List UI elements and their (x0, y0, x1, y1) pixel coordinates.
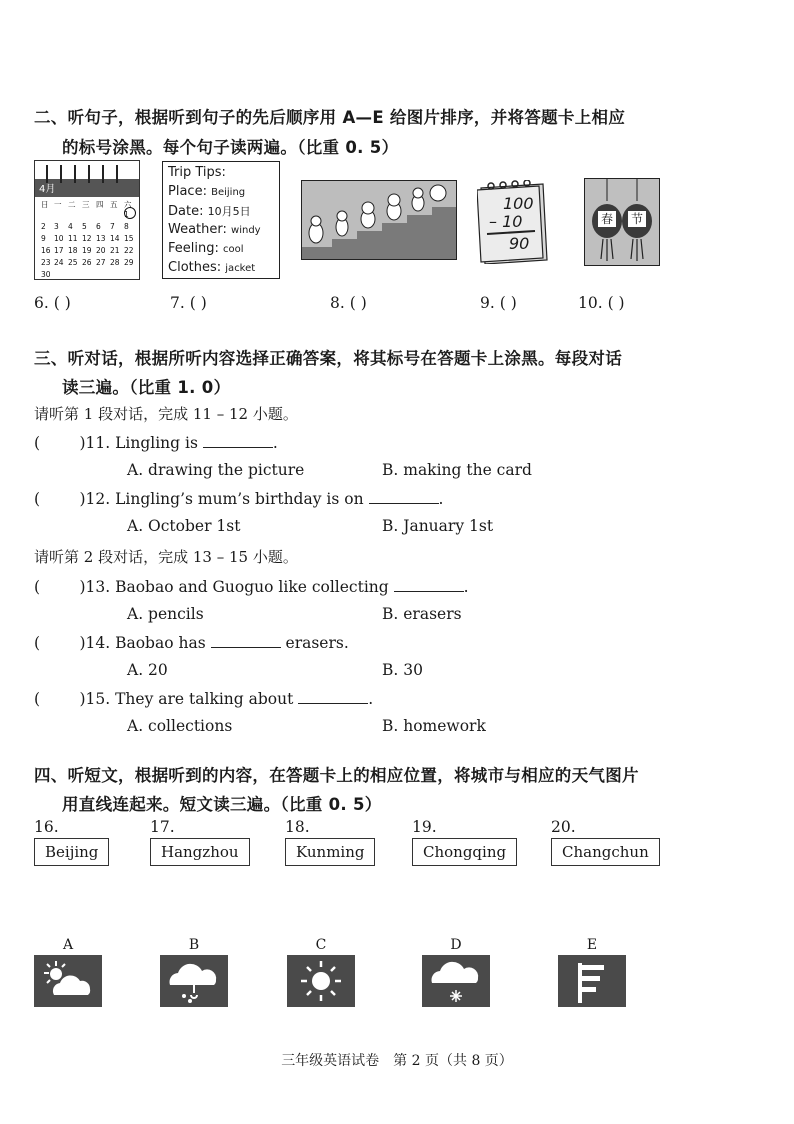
calendar-day: 21 (110, 246, 120, 255)
calendar-day: 1 (124, 210, 129, 219)
wind-icon (558, 955, 626, 1007)
calendar-day: 24 (54, 258, 64, 267)
city-kunming[interactable]: Kunming (285, 838, 375, 866)
city-num-20: 20. (551, 818, 576, 836)
answer-slot-9[interactable]: 9. ( ) (480, 294, 517, 312)
answer-paren-15[interactable]: ( ) (34, 690, 86, 708)
trip-place: Place: Beijing (168, 184, 246, 199)
lantern-left-char: 春 (598, 211, 616, 227)
option-14a[interactable]: A. 20 (127, 661, 168, 679)
calendar-weekday: 六 (124, 200, 132, 209)
math-top-number: 100 (503, 194, 534, 213)
calendar-day: 10 (54, 234, 64, 243)
answer-slot-6[interactable]: 6. ( ) (34, 294, 71, 312)
calendar-day: 29 (124, 258, 134, 267)
calendar-picture (34, 160, 140, 280)
question-15: ( )15. They are talking about . (34, 690, 374, 708)
question-13: ( )13. Baobao and Guoguo like collecting . (34, 578, 469, 596)
calendar-day: 9 (41, 234, 46, 243)
calendar-day: 26 (82, 258, 92, 267)
sunny-icon (287, 955, 355, 1007)
trip-date: Date: 10月5日 (168, 204, 251, 219)
blank-11 (203, 433, 273, 448)
calendar-icon (35, 161, 139, 279)
calendar-day: 3 (54, 222, 59, 231)
calendar-day: 8 (124, 222, 129, 231)
answer-slot-10[interactable]: 10. ( ) (578, 294, 625, 312)
question-12: ( )12. Lingling’s mum’s birthday is on . (34, 490, 444, 508)
city-beijing[interactable]: Beijing (34, 838, 109, 866)
animals-stairs-picture (301, 180, 457, 260)
answer-paren-12[interactable]: ( ) (34, 490, 86, 508)
calendar-month: 4月 (39, 184, 56, 195)
calendar-day: 23 (41, 258, 51, 267)
partly-cloudy-icon (34, 955, 102, 1007)
section2-heading-line2: 的标号涂黑。每个句子读两遍。（比重 0. 5） (62, 138, 399, 157)
option-12a[interactable]: A. October 1st (127, 517, 241, 535)
calendar-day: 20 (96, 246, 106, 255)
calendar-day: 16 (41, 246, 51, 255)
calendar-day: 22 (124, 246, 134, 255)
page-footer: 三年级英语试卷 第 2 页（共 8 页） (281, 1053, 513, 1069)
calendar-day: 6 (96, 222, 101, 231)
rain-icon (160, 955, 228, 1007)
city-num-18: 18. (285, 818, 310, 836)
answer-paren-11[interactable]: ( ) (34, 434, 86, 452)
trip-title: Trip Tips: (168, 165, 226, 180)
animal-stairs-icon (302, 181, 456, 259)
weather-card-c[interactable] (287, 955, 355, 1007)
calendar-day: 27 (96, 258, 106, 267)
calendar-day: 13 (96, 234, 106, 243)
calendar-day: 14 (110, 234, 120, 243)
dialog1-instruction: 请听第 1 段对话，完成 11 – 12 小题。 (34, 405, 298, 423)
trip-clothes: Clothes: jacket (168, 260, 256, 275)
trip-feeling: Feeling: cool (168, 241, 244, 256)
calendar-weekday: 一 (54, 200, 62, 209)
weather-card-e[interactable] (558, 955, 626, 1007)
weather-label-b: B (188, 937, 200, 953)
city-num-19: 19. (412, 818, 437, 836)
option-15a[interactable]: A. collections (127, 717, 233, 735)
city-changchun[interactable]: Changchun (551, 838, 660, 866)
answer-paren-14[interactable]: ( ) (34, 634, 86, 652)
calendar-day: 2 (41, 222, 46, 231)
option-12b[interactable]: B. January 1st (382, 517, 494, 535)
blank-14 (211, 633, 281, 648)
city-num-17: 17. (150, 818, 175, 836)
answer-paren-13[interactable]: ( ) (34, 578, 86, 596)
answer-slot-8[interactable]: 8. ( ) (330, 294, 367, 312)
calendar-weekday: 五 (110, 200, 118, 209)
option-14b[interactable]: B. 30 (382, 661, 423, 679)
calendar-day: 17 (54, 246, 64, 255)
calendar-day: 25 (68, 258, 78, 267)
option-15b[interactable]: B. homework (382, 717, 486, 735)
trip-weather: Weather: windy (168, 222, 261, 237)
section2-heading-line1: 二、听句子，根据听到句子的先后顺序用 A—E 给图片排序，并将答题卡上相应 (34, 108, 626, 127)
city-num-16: 16. (34, 818, 59, 836)
weather-card-b[interactable] (160, 955, 228, 1007)
weather-label-d: D (450, 937, 462, 953)
calendar-weekday: 四 (96, 200, 104, 209)
section4-heading-line2: 用直线连起来。短文读三遍。（比重 0. 5） (62, 795, 382, 814)
answer-slot-7[interactable]: 7. ( ) (170, 294, 207, 312)
calendar-day: 19 (82, 246, 92, 255)
snow-icon (422, 955, 490, 1007)
question-14: ( )14. Baobao has erasers. (34, 634, 349, 652)
option-11b[interactable]: B. making the card (382, 461, 532, 479)
trip-tips-card (162, 161, 280, 279)
calendar-day: 30 (41, 270, 51, 279)
calendar-day: 7 (110, 222, 115, 231)
calendar-day: 18 (68, 246, 78, 255)
calendar-day: 15 (124, 234, 134, 243)
calendar-day: 12 (82, 234, 92, 243)
math-calendar-picture (477, 180, 549, 264)
blank-13 (394, 577, 464, 592)
option-13b[interactable]: B. erasers (382, 605, 462, 623)
lanterns-picture (584, 178, 660, 266)
calendar-day: 5 (82, 222, 87, 231)
weather-label-a: A (62, 937, 74, 953)
blank-12 (369, 489, 439, 504)
calendar-weekday: 三 (82, 200, 90, 209)
weather-card-a[interactable] (34, 955, 102, 1007)
blank-15 (298, 689, 368, 704)
weather-label-e: E (586, 937, 598, 953)
calendar-day: 28 (110, 258, 120, 267)
option-11a[interactable]: A. drawing the picture (127, 461, 305, 479)
section3-heading-line1: 三、听对话，根据所听内容选择正确答案，将其标号在答题卡上涂黑。每段对话 (34, 349, 622, 368)
city-hangzhou[interactable]: Hangzhou (150, 838, 250, 866)
calendar-day: 4 (68, 222, 73, 231)
lantern-right-char: 节 (628, 211, 646, 227)
calendar-weekday: 二 (68, 200, 76, 209)
math-result-number: 90 (509, 234, 530, 253)
section3-heading-line2: 读三遍。（比重 1. 0） (62, 378, 231, 397)
weather-label-c: C (315, 937, 327, 953)
weather-card-d[interactable] (422, 955, 490, 1007)
city-chongqing[interactable]: Chongqing (412, 838, 517, 866)
section4-heading-line1: 四、听短文，根据听到的内容，在答题卡上的相应位置，将城市与相应的天气图片 (34, 766, 639, 785)
lantern-icon (585, 179, 659, 265)
question-11: ( )11. Lingling is . (34, 434, 278, 452)
dialog2-instruction: 请听第 2 段对话，完成 13 – 15 小题。 (34, 548, 298, 566)
math-minus-number: – 10 (489, 212, 523, 231)
calendar-weekday: 日 (41, 200, 49, 209)
calendar-day: 11 (68, 234, 78, 243)
option-13a[interactable]: A. pencils (127, 605, 204, 623)
